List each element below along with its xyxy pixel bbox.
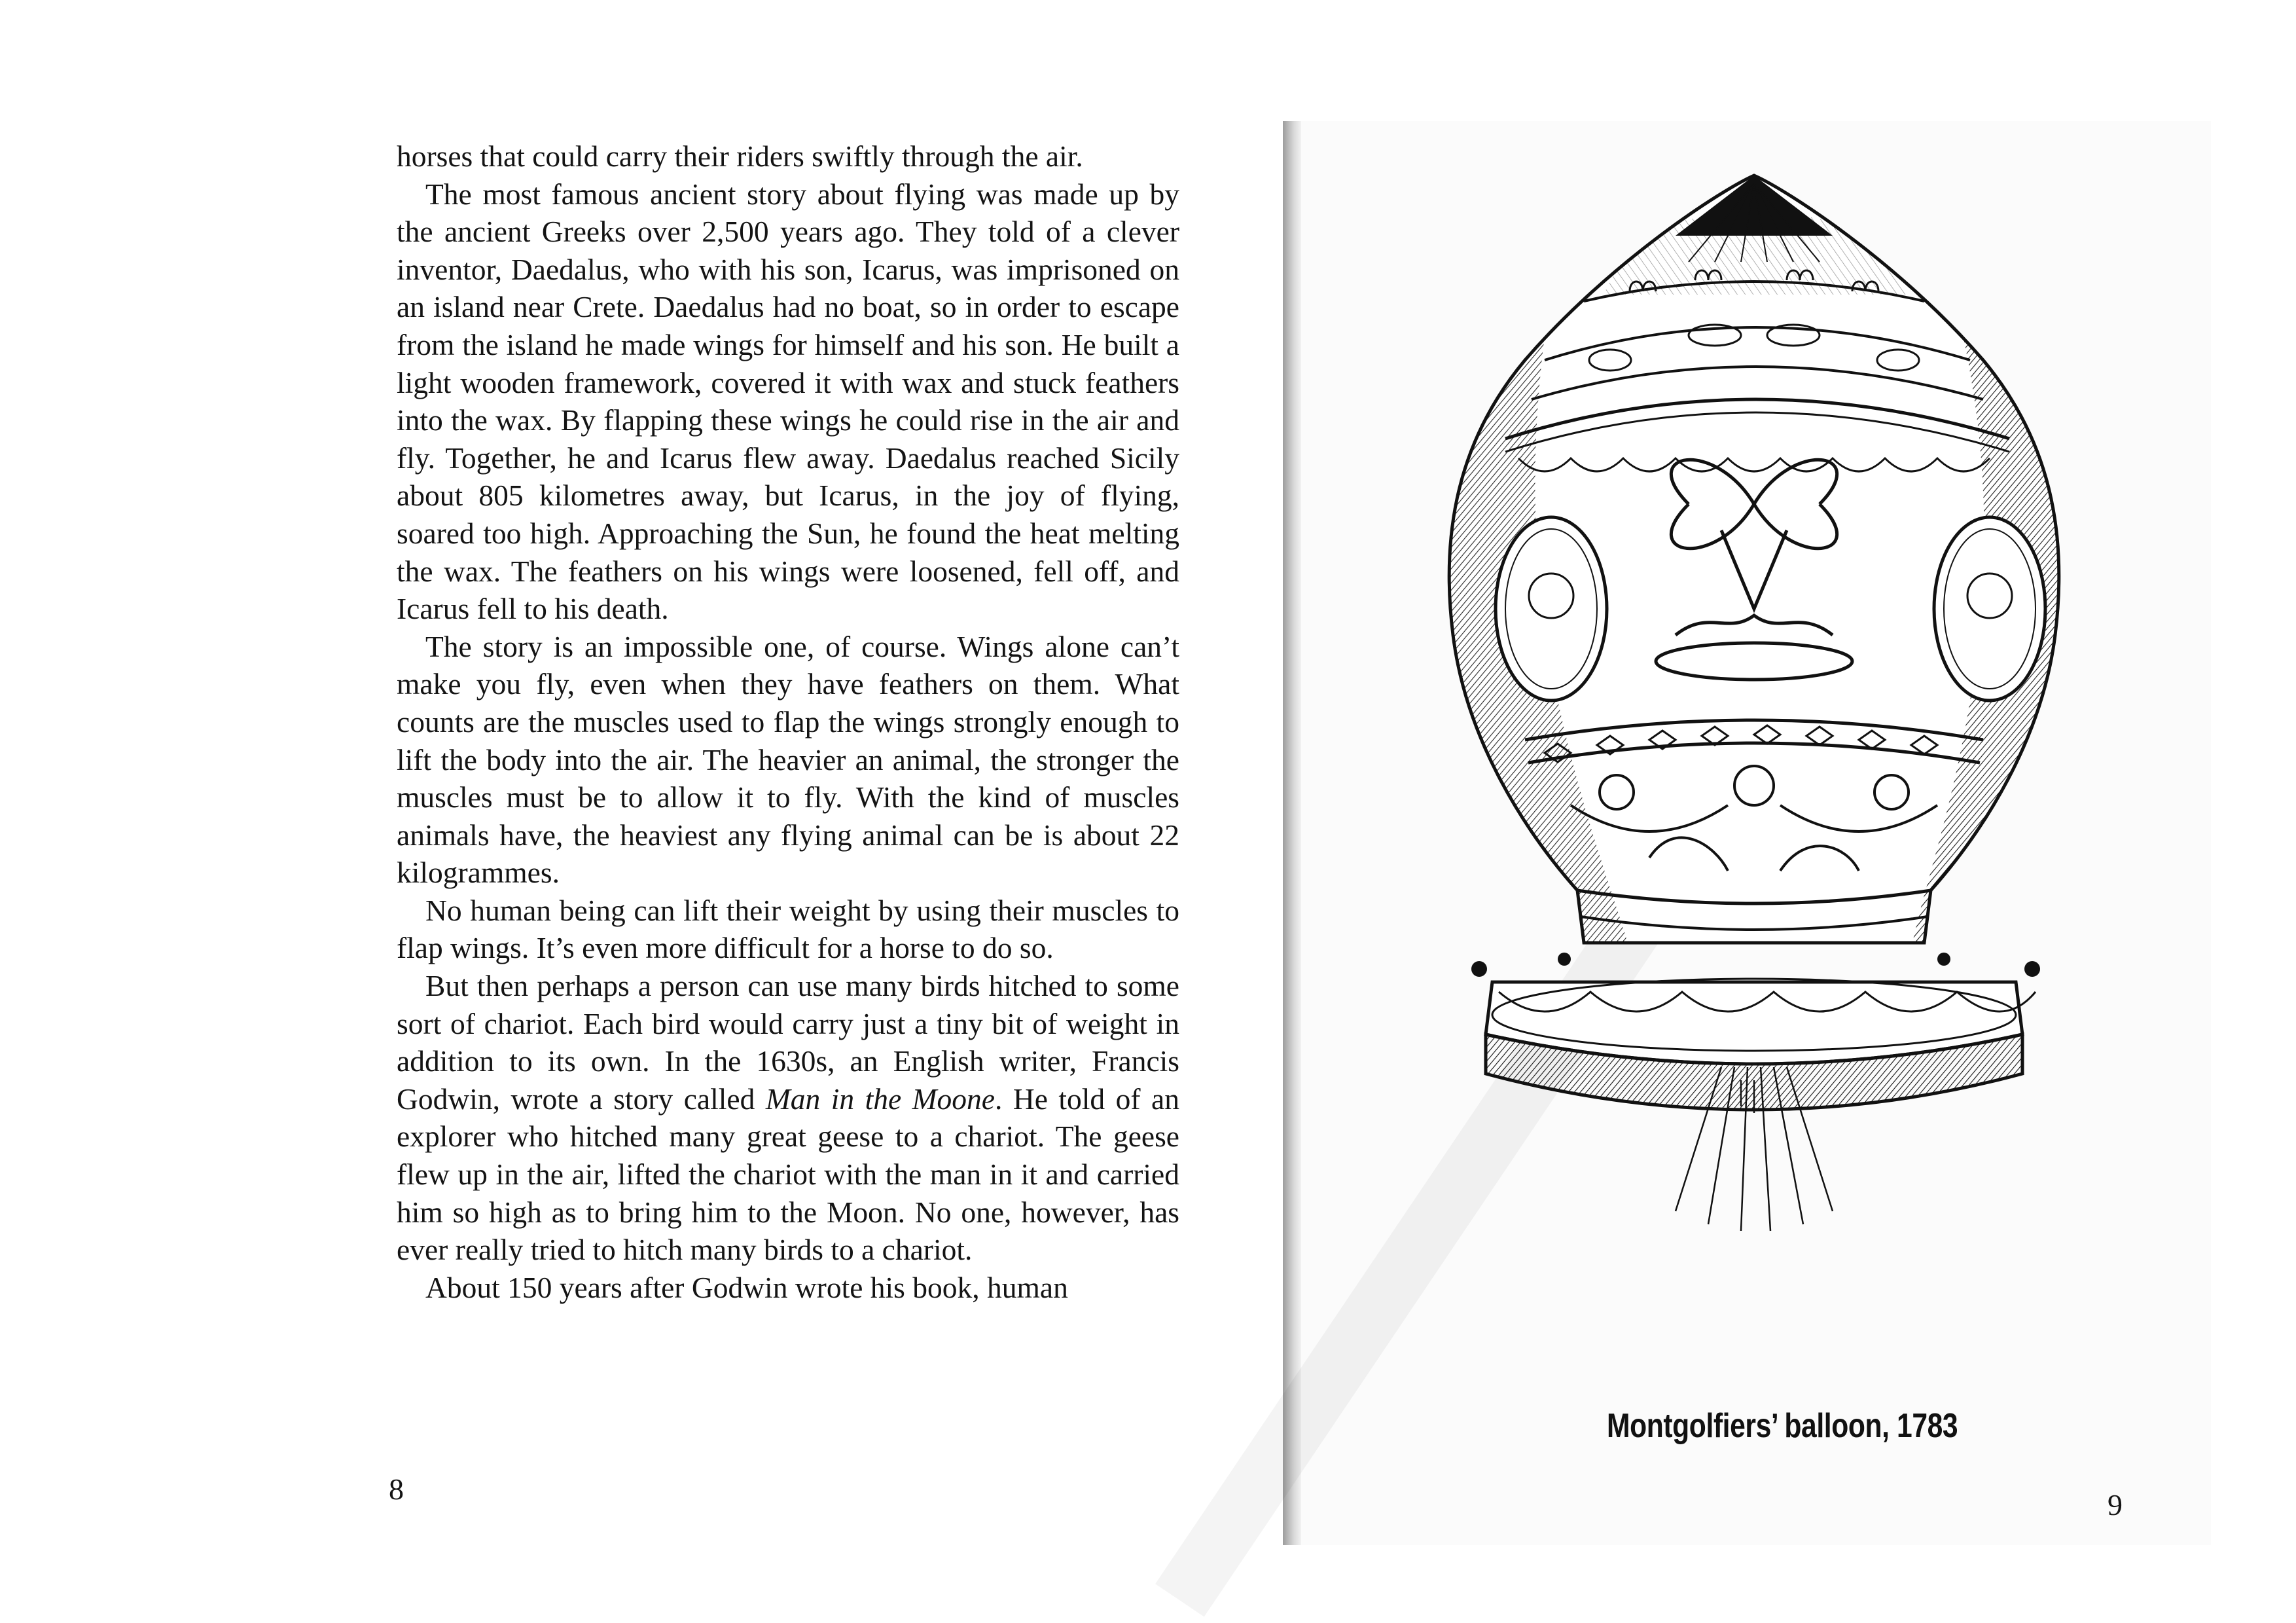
paragraph: horses that could carry their riders swiftly through the air.	[397, 139, 1083, 173]
page-number-left: 8	[389, 1472, 404, 1506]
paragraph: About 150 years after Godwin wrote his book, human	[425, 1270, 1068, 1304]
paragraph	[397, 967, 1179, 1269]
paragraph: The story is an impossible one, of course. Wings alone can’t make you fly, even when they have feathers on them. What counts are the muscles used to flap the wings strongly enough to lift the body into the air. The heavier an animal, the stronger the muscles must be to allow it to fly. With the kind of muscles animals have, the heaviest any flying animal can be is about 22 kilogrammes.	[397, 629, 1179, 890]
gutter-shadow	[1283, 121, 1301, 1545]
page-number-right: 9	[2108, 1488, 2123, 1522]
paragraph-text: . He told of an explorer who hitched many great geese to a chariot. The geese flew up in the air, lifted the chariot with the man in it and carried him so high as to bring him to the Moon. No one, however, has ever really tried to hitch many birds to a chariot.	[397, 1082, 1179, 1267]
paragraph-text: But then perhaps a person can use many birds hitched to some sort of chariot. Each bird would carry just a tiny bit of weight in addition to its own. In the 1630s, an English writer, Francis Godwin, wrote a story called	[397, 969, 1179, 1116]
paragraph: No human being can lift their weight by using their muscles to flap wings. It’s even more difficult for a horse to do so.	[397, 893, 1179, 965]
body-text	[397, 137, 1179, 1306]
illustration-caption: Montgolfiers’ balloon, 1783	[1607, 1407, 1958, 1445]
book-title: Man in the Moone	[765, 1082, 995, 1116]
paragraph: The most famous ancient story about flying was made up by the ancient Greeks over 2,500 years ago. They told of a clever inventor, Daedalus, who with his son, Icarus, was imprisoned on an island near Crete. Daedalus had no boat, so in order to escape from the island he made wings for himself and his son. He built a light wooden framework, covered it with wax and stuck feathers into the wax. By flapping these wings he could rise in the air and fly. Together, he and Icarus flew away. Daedalus reached Sicily about 805 kilometres away, but Icarus, in the joy of flying, soared too high. Approaching the Sun, he found the heat melting the wax. The feathers on his wings were loosened, fell off, and Icarus fell to his death.	[397, 177, 1179, 626]
hot-air-balloon-engraving-icon	[1414, 164, 2094, 1250]
